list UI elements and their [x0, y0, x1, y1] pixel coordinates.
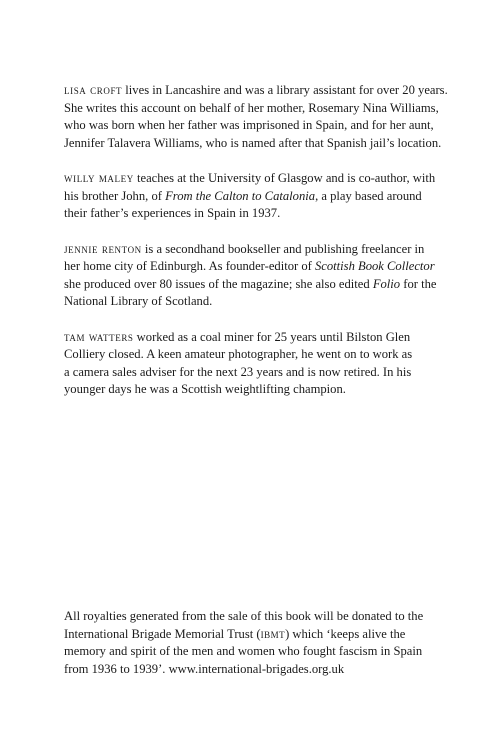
bio-tam-watters	[64, 329, 456, 399]
bio-text: , a play based around	[315, 188, 422, 203]
publication-title: Folio	[372, 276, 401, 291]
bio-text: Colliery closed. A keen amateur photographer, he went on to work as	[64, 347, 413, 361]
play-title: From the Calton to Catalonia	[165, 188, 316, 203]
bio-text: is a secondhand bookseller and publishing freelancer in	[141, 241, 425, 256]
ibmt-abbreviation: ibmt	[260, 626, 286, 641]
bio-willy-maley	[64, 170, 456, 223]
bio-text: younger days he was a Scottish weightlifting champion.	[64, 382, 346, 396]
royalties-text: All royalties generated from the sale of this book will be donated to the	[64, 609, 424, 623]
contributors-section	[64, 82, 456, 417]
bio-text: Jennifer Talavera Williams, who is named after that Spanish jail’s location.	[64, 135, 442, 150]
bio-text: their father’s experiences in Spain in 1937.	[64, 206, 281, 220]
contributor-name: lisa croft	[64, 83, 123, 97]
bio-jennie-renton	[64, 241, 456, 311]
contributor-name: jennie renton	[64, 241, 142, 256]
bio-text: a camera sales adviser for the next 23 years and is now retired. In his	[64, 364, 412, 379]
royalties-text: ) which ‘keeps alive the	[285, 626, 406, 641]
bio-text: lives in Lancashire and was a library assistant for over 20 years.	[122, 83, 448, 97]
magazine-title: Scottish Book Collector	[314, 259, 435, 273]
bio-text: She writes this account on behalf of her mother, Rosemary Nina Williams,	[64, 100, 439, 115]
royalties-note	[64, 608, 456, 678]
contributor-name: willy maley	[64, 171, 134, 185]
contributor-name: tam watters	[64, 329, 134, 344]
royalties-text: International Brigade Memorial Trust (	[64, 626, 261, 641]
bio-text: worked as a coal miner for 25 years until Bilston Glen	[133, 329, 411, 344]
bio-lisa-croft	[64, 82, 456, 152]
bio-text: National Library of Scotland.	[64, 294, 213, 308]
royalties-text: memory and spirit of the men and women who fought fascism in Spain	[64, 644, 423, 658]
bio-text: she produced over 80 issues of the magazine; she also edited	[64, 276, 373, 291]
bio-text: her home city of Edinburgh. As founder-editor of	[64, 259, 315, 273]
bio-text: his brother John, of	[64, 188, 166, 203]
royalties-text: from 1936 to 1939’. www.international-brigades.org.uk	[64, 661, 345, 676]
bio-text: teaches at the University of Glasgow and is co-author, with	[133, 171, 436, 185]
bio-text: for the	[400, 276, 437, 291]
bio-text: who was born when her father was imprisoned in Spain, and for her aunt,	[64, 118, 434, 132]
